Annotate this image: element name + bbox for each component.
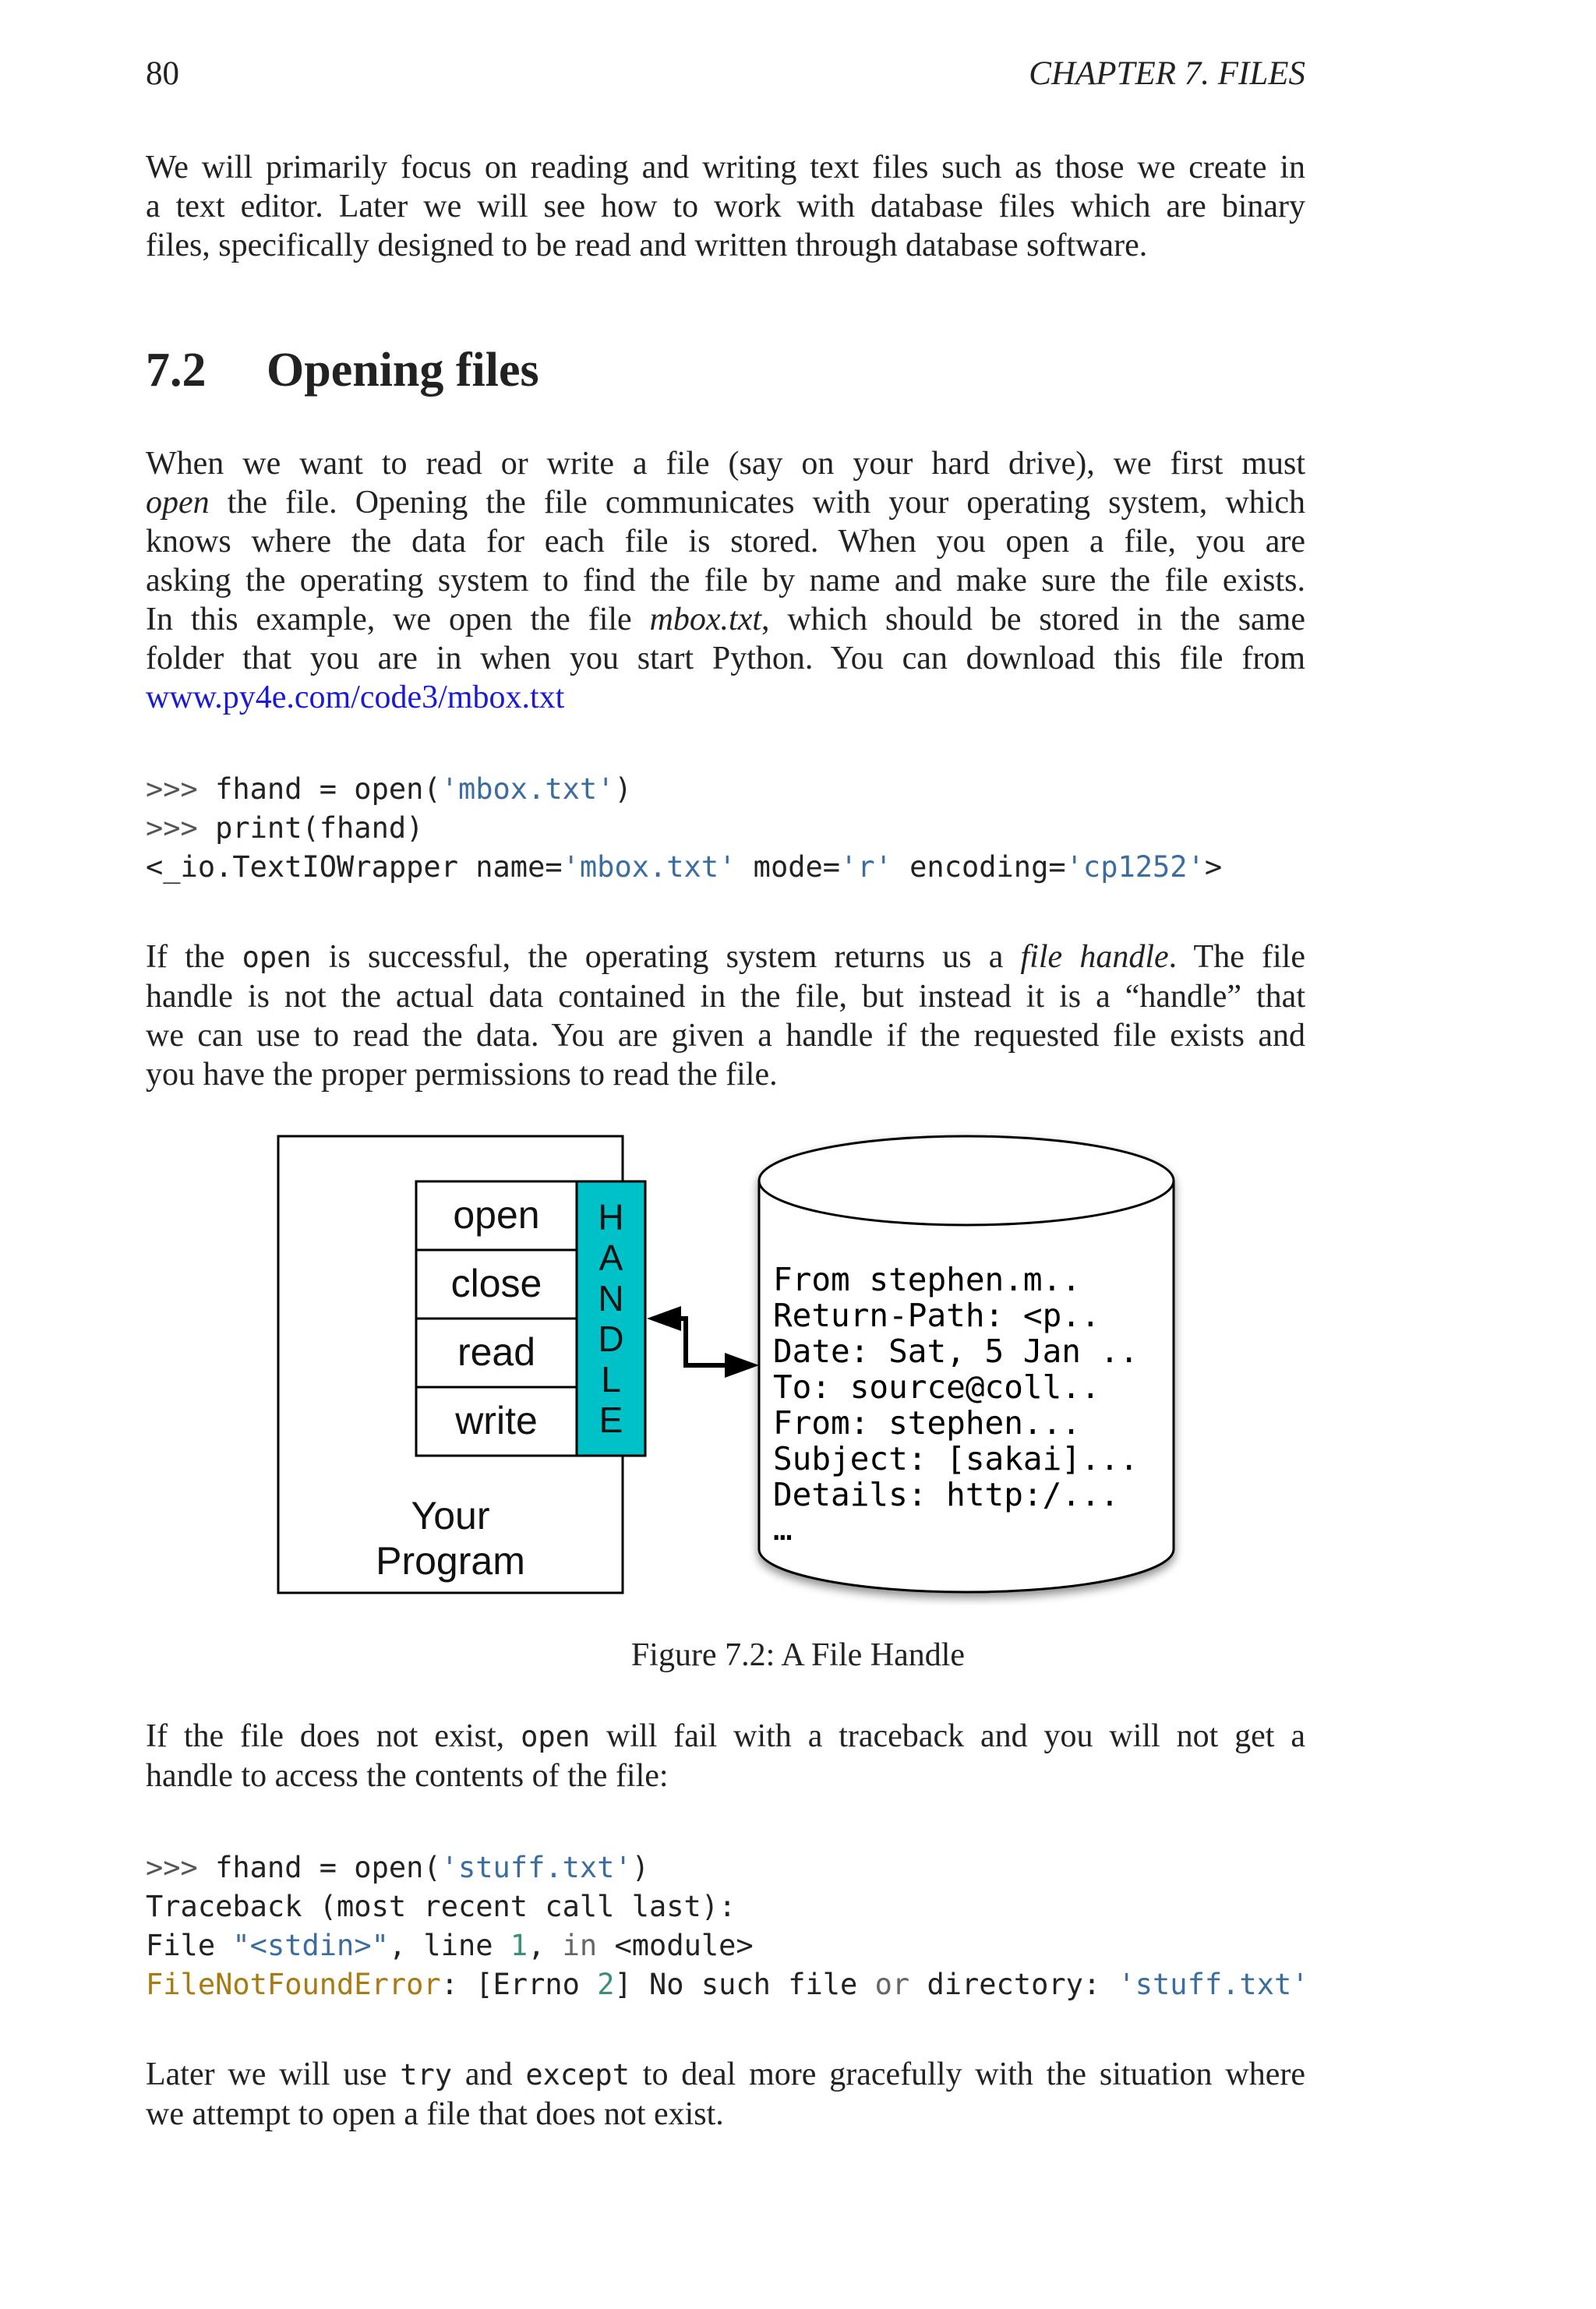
program-label-program: Program	[376, 1539, 525, 1583]
code-line	[146, 1926, 1309, 1965]
file-contents	[773, 1261, 1139, 1548]
op-close-label: close	[450, 1262, 542, 1305]
code: <module>	[597, 1929, 754, 1962]
handle-letter: L	[601, 1359, 621, 1400]
code: fhand = open(	[197, 772, 441, 806]
handle-letter: E	[598, 1400, 623, 1440]
text: is successful, the operating system returns us a	[311, 939, 1021, 975]
code-line	[146, 809, 1222, 848]
code-line	[146, 770, 1222, 809]
mbox-download-link[interactable]: www.py4e.com/code3/mbox.txt	[146, 680, 565, 715]
prompt: >>>	[146, 772, 198, 806]
figure-caption: Figure 7.2: A File Handle	[630, 1637, 966, 1673]
text-line: When we want to read or write a file (say on your hard drive), we first must	[146, 446, 1305, 482]
code: )	[614, 772, 632, 806]
inline-code: except	[525, 2058, 630, 2092]
handle-letters	[598, 1197, 623, 1440]
file-line: Return-Path: <p..	[773, 1297, 1100, 1334]
intro-paragraph	[146, 148, 1305, 265]
code: encoding=	[892, 850, 1066, 884]
file-line: To: source@coll..	[773, 1368, 1100, 1406]
number: 1	[510, 1929, 528, 1962]
paragraph-file-handle	[146, 937, 1305, 1094]
chapter-title: CHAPTER 7. FILES	[1029, 55, 1305, 92]
inline-code: open	[242, 941, 312, 974]
inline-code: try	[400, 2058, 453, 2092]
code: print(fhand)	[197, 811, 424, 845]
paragraph-file-missing	[146, 1717, 1305, 1795]
text-line: We will primarily focus on reading and writing text files such as those we create in	[146, 150, 1305, 185]
file-line: From stephen.m..	[773, 1261, 1081, 1298]
code: File	[146, 1929, 233, 1962]
file-line: Date: Sat, 5 Jan ..	[773, 1333, 1139, 1370]
code: : [Errno	[440, 1968, 598, 2001]
text: In this example, we open the file	[146, 602, 650, 637]
string: 'mbox.txt'	[440, 772, 615, 806]
file-line: From: stephen...	[773, 1404, 1081, 1442]
text: If the file does not exist,	[146, 1718, 521, 1754]
handle-letter: D	[598, 1319, 624, 1359]
code: <_io.TextIOWrapper name=	[146, 850, 563, 884]
op-read-label: read	[457, 1330, 536, 1374]
code: ] No such file	[614, 1968, 875, 2001]
text: will fail with a traceback and you will not get a	[590, 1718, 1306, 1754]
text: , which should be stored in the same	[761, 602, 1305, 637]
prompt: >>>	[146, 1851, 198, 1884]
code: , line	[388, 1929, 510, 1962]
emphasis: mbox.txt	[649, 602, 762, 637]
paragraph-opening-files	[146, 444, 1305, 717]
text-line: asking the operating system to find the file by name and make sure the file exists.	[146, 563, 1305, 598]
code: >	[1204, 850, 1223, 884]
text-line: handle to access the contents of the file:	[146, 1758, 669, 1794]
number: 2	[597, 1968, 615, 2001]
handle-letter: A	[598, 1237, 623, 1278]
text: and	[452, 2057, 526, 2092]
string: 'mbox.txt'	[562, 850, 736, 884]
text: If the	[146, 939, 242, 975]
text-line: a text editor. Later we will see how to work with database files which are binary	[146, 189, 1305, 224]
code-line: Traceback (most recent call last):	[146, 1890, 736, 1923]
arrow-right-head	[725, 1353, 759, 1378]
code: directory:	[909, 1968, 1118, 2001]
emphasis: open	[146, 485, 210, 521]
code-line	[146, 1965, 1309, 2004]
text: . The file	[1168, 939, 1305, 975]
string: "<stdin>"	[232, 1929, 389, 1962]
exception-name: FileNotFoundError	[146, 1968, 441, 2001]
keyword: in	[562, 1929, 598, 1962]
text: the file. Opening the file communicates with your operating system, which	[209, 485, 1305, 521]
code: ,	[528, 1929, 563, 1962]
arrow-left-head	[647, 1306, 681, 1331]
file-line: Details: http:/...	[773, 1476, 1120, 1513]
code: )	[631, 1851, 650, 1884]
text-line	[146, 2055, 1305, 2095]
page-number: 80	[146, 55, 179, 92]
text: Later we will use	[146, 2057, 401, 2092]
text-line	[146, 600, 1305, 639]
string: 'stuff.txt'	[440, 1851, 632, 1884]
text-line: handle is not the actual data contained in the file, but instead it is a “handle” that	[146, 979, 1305, 1015]
prompt: >>>	[146, 811, 198, 845]
text-line	[146, 483, 1305, 522]
operation-stack	[416, 1181, 577, 1456]
text-line: knows where the data for each file is stored. When you open a file, you are	[146, 524, 1305, 560]
text: to deal more gracefully with the situation where	[629, 2057, 1305, 2092]
code-block-traceback	[146, 1848, 1309, 2004]
code: mode=	[736, 850, 841, 884]
string: 'cp1252'	[1065, 850, 1205, 884]
section-number: 7.2	[146, 344, 207, 397]
keyword: or	[874, 1968, 910, 2001]
op-write-label: write	[455, 1399, 538, 1442]
op-open-label: open	[453, 1193, 540, 1237]
file-line: Subject: [sakai]...	[773, 1440, 1139, 1478]
bidirectional-arrow	[647, 1306, 759, 1378]
text-line: we attempt to open a file that does not exist.	[146, 2096, 724, 2132]
program-label-your: Your	[411, 1494, 490, 1538]
handle-letter: N	[598, 1278, 624, 1319]
text-line	[146, 678, 1305, 717]
text-line: you have the proper permissions to read the file.	[146, 1057, 778, 1093]
code: fhand = open(	[197, 1851, 441, 1884]
emphasis: file handle	[1020, 939, 1169, 975]
paragraph-try-except	[146, 2055, 1305, 2134]
handle-letter: H	[598, 1197, 624, 1237]
code-line	[146, 1848, 1309, 1887]
string: 'stuff.txt'	[1118, 1968, 1309, 2001]
inline-code: open	[521, 1720, 591, 1753]
code-line	[146, 848, 1222, 887]
text-line: files, specifically designed to be read and written through database software.	[146, 228, 1148, 263]
file-handle-diagram	[273, 1130, 1185, 1605]
string: 'r'	[840, 850, 892, 884]
text-line: we can use to read the data. You are given a handle if the requested file exists and	[146, 1018, 1305, 1054]
file-line: …	[773, 1510, 793, 1548]
text-line	[146, 1717, 1305, 1756]
text-line	[146, 937, 1305, 977]
text-line: folder that you are in when you start Python. You can download this file from	[146, 641, 1305, 676]
section-title: Opening files	[267, 344, 539, 397]
section-heading	[146, 343, 539, 398]
code-block-open	[146, 770, 1222, 887]
